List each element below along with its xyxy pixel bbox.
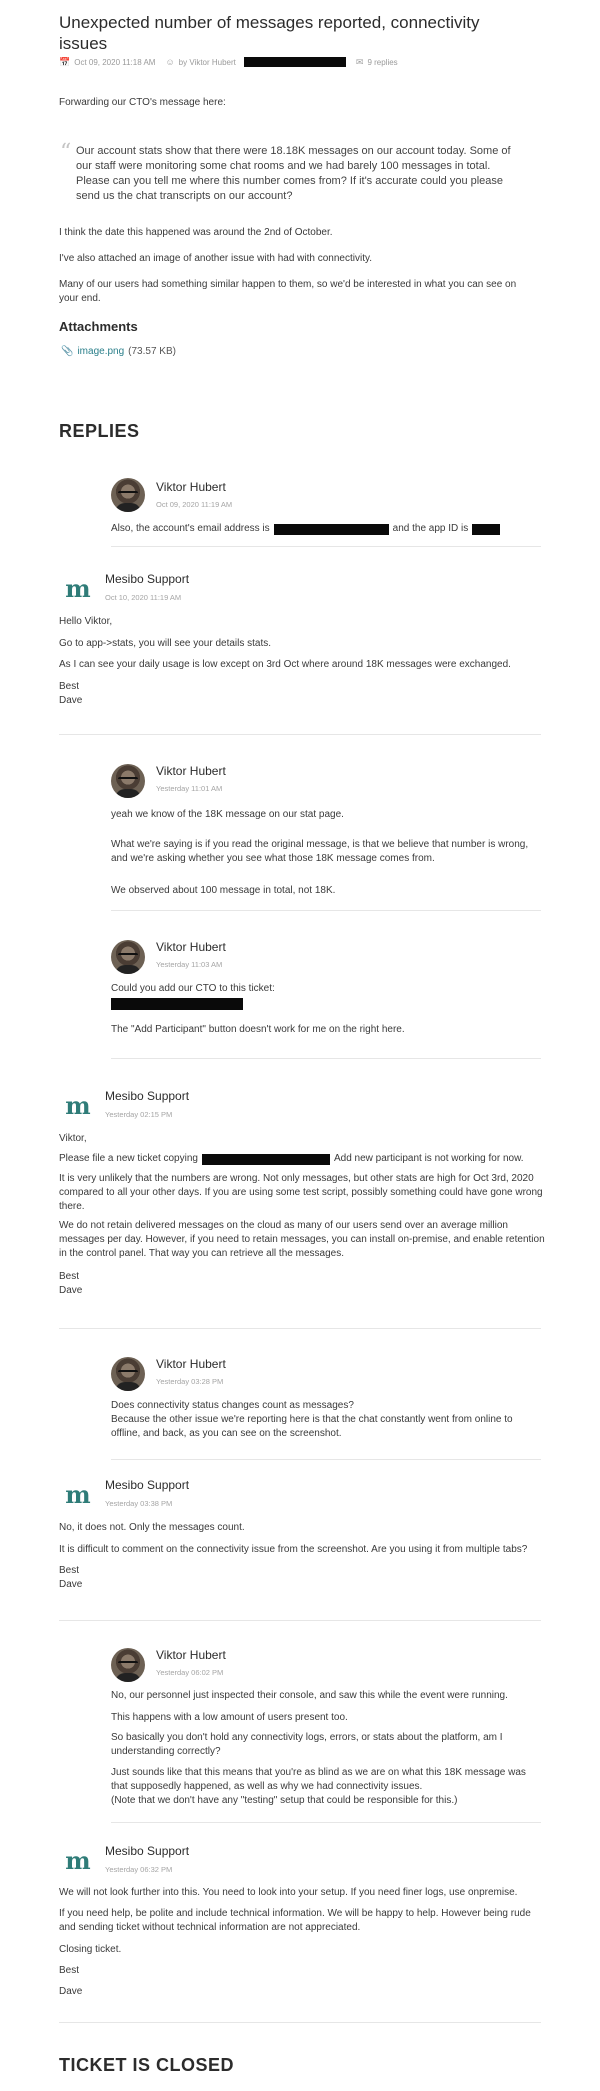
ticket-date: Oct 09, 2020 11:18 AM <box>74 57 156 67</box>
attachment-size: (73.57 KB) <box>128 346 176 357</box>
reply-signoff: Best <box>59 1271 80 1282</box>
avatar <box>111 478 145 512</box>
reply-signature: Dave <box>59 695 83 706</box>
reply-divider <box>111 910 541 911</box>
ticket-meta <box>59 55 398 69</box>
forwarded-quote: Our account stats show that there were 18.18K messages on our account today. Some of our staff were monitoring some chat rooms and we had barely 100 messages in total. Please can you tell me where this number comes from? If it's accurate could you please send us the chat transcripts on our account? <box>76 145 511 202</box>
reply-author: Mesibo Support <box>105 1089 190 1103</box>
reply-text-part: and the app ID is <box>392 523 469 534</box>
replies-heading: REPLIES <box>59 421 140 441</box>
body-paragraph: Many of our users had something similar happen to them, so we'd be interested in what you can see on your end. <box>59 279 517 304</box>
attachment-link[interactable]: image.png <box>77 346 125 357</box>
ticket-title: Unexpected number of messages reported, connectivity issues <box>59 13 480 53</box>
reply-signature: Dave <box>59 1285 83 1296</box>
redacted-block <box>202 1154 330 1165</box>
avatar <box>111 764 145 798</box>
reply-divider <box>111 1822 541 1823</box>
avatar <box>111 940 145 974</box>
reply-signoff: Best <box>59 1965 80 1976</box>
reply-text-part: Also, the account's email address is <box>111 523 270 534</box>
redacted-block <box>111 998 243 1010</box>
reply-text: (Note that we don't have any "testing" setup that could be responsible for this.) <box>111 1795 458 1806</box>
ticket-author[interactable]: by Viktor Hubert <box>178 57 236 67</box>
reply-signoff: Best <box>59 681 80 692</box>
calendar-icon: 📅 <box>59 56 71 67</box>
reply-author: Viktor Hubert <box>156 480 226 494</box>
reply-text: What we're saying is if you read the original message, is that we believe that number is wrong, and we're asking whether you see what those 18K message comes from. <box>111 839 529 864</box>
reply-signature: Dave <box>59 1986 83 1997</box>
reply-divider <box>59 1328 541 1329</box>
reply-divider <box>111 1058 541 1059</box>
reply-signoff: Best <box>59 1565 80 1576</box>
reply-date: Yesterday 11:01 AM <box>156 784 223 793</box>
redacted-block <box>244 57 346 67</box>
reply-text: No, it does not. Only the messages count. <box>59 1522 245 1533</box>
reply-text: Closing ticket. <box>59 1944 122 1955</box>
redacted-block <box>274 524 389 535</box>
reply-text: Could you add our CTO to this ticket: <box>111 983 275 994</box>
reply-date: Yesterday 06:32 PM <box>105 1865 173 1874</box>
reply-text: We will not look further into this. You need to look into your setup. If you need finer logs, use onpremise. <box>59 1887 518 1898</box>
comments-icon: ✉ <box>355 56 364 67</box>
reply-text: Because the other issue we're reporting here is that the chat constantly went from online to offline, and back, as you can see on the screenshot. <box>111 1414 513 1439</box>
reply-date: Yesterday 02:15 PM <box>105 1110 173 1119</box>
reply-date: Yesterday 11:03 AM <box>156 960 223 969</box>
reply-text: We observed about 100 message in total, not 18K. <box>111 885 336 896</box>
reply-text: Just sounds like that this means that you're as blind as we are on what this 18K message was that supposedly happened, as well as why we had connectivity issues. <box>111 1767 526 1792</box>
mesibo-logo: m <box>65 1480 91 1509</box>
reply-text: It is very unlikely that the numbers are wrong. Not only messages, but other stats are high for Oct 3rd, 2020 compared to all your other days. If you are using some test script, possibly something could have gone wrong there. <box>59 1173 543 1212</box>
reply-text: Does connectivity status changes count as messages? <box>111 1400 354 1411</box>
reply-text: As I can see your daily usage is low except on 3rd Oct where around 18K messages were exchanged. <box>59 659 511 670</box>
mesibo-logo: m <box>65 1091 91 1120</box>
reply-date: Yesterday 03:28 PM <box>156 1377 224 1386</box>
reply-text <box>111 522 541 536</box>
redacted-block <box>472 524 500 535</box>
reply-text: It is difficult to comment on the connectivity issue from the screenshot. Are you using it from multiple tabs? <box>59 1544 528 1555</box>
reply-text: yeah we know of the 18K message on our stat page. <box>111 809 344 820</box>
reply-divider <box>59 734 541 735</box>
reply-author: Viktor Hubert <box>156 764 226 778</box>
reply-author: Mesibo Support <box>105 572 190 586</box>
mesibo-logo: m <box>65 1846 91 1875</box>
avatar <box>111 1648 145 1682</box>
ticket-closed-heading: TICKET IS CLOSED <box>59 2055 235 2075</box>
user-icon: ☺ <box>165 57 175 67</box>
reply-text: So basically you don't hold any connectivity logs, errors, or stats about the platform, am I understanding correctly? <box>111 1732 503 1757</box>
quote-icon: “ <box>60 140 72 165</box>
reply-text-part: Please file a new ticket copying <box>59 1153 198 1164</box>
mesibo-logo: m <box>65 574 91 603</box>
reply-text: The "Add Participant" button doesn't work for me on the right here. <box>111 1024 405 1035</box>
reply-text <box>59 1152 549 1166</box>
reply-date: Yesterday 06:02 PM <box>156 1668 224 1677</box>
reply-signature: Dave <box>59 1579 83 1590</box>
reply-author: Mesibo Support <box>105 1478 190 1492</box>
reply-author: Mesibo Support <box>105 1844 190 1858</box>
reply-divider <box>59 1620 541 1621</box>
body-paragraph: I've also attached an image of another issue with had with connectivity. <box>59 253 373 264</box>
reply-text-part: Add new participant is not working for now. <box>333 1153 524 1164</box>
reply-author: Viktor Hubert <box>156 1648 226 1662</box>
attachment-item <box>61 346 176 357</box>
reply-divider <box>59 2022 541 2023</box>
reply-text: This happens with a low amount of users present too. <box>111 1712 348 1723</box>
reply-divider <box>111 546 541 547</box>
avatar <box>111 1357 145 1391</box>
reply-count[interactable]: 9 replies <box>367 57 398 67</box>
paperclip-icon: 📎 <box>61 346 74 357</box>
attachments-heading: Attachments <box>59 319 138 334</box>
reply-text: Hello Viktor, <box>59 616 113 627</box>
reply-text: Viktor, <box>59 1133 87 1144</box>
reply-divider <box>111 1459 541 1460</box>
reply-date: Oct 10, 2020 11:19 AM <box>105 593 182 602</box>
intro-text: Forwarding our CTO's message here: <box>59 97 226 108</box>
reply-text: Go to app->stats, you will see your details stats. <box>59 638 272 649</box>
reply-date: Yesterday 03:38 PM <box>105 1499 173 1508</box>
body-paragraph: I think the date this happened was around the 2nd of October. <box>59 227 333 238</box>
reply-author: Viktor Hubert <box>156 940 226 954</box>
reply-text: If you need help, be polite and include technical information. We will be happy to help. However being rude and sending ticket without technical information are not appreciated. <box>59 1908 531 1933</box>
reply-date: Oct 09, 2020 11:19 AM <box>156 500 233 509</box>
reply-text: No, our personnel just inspected their console, and saw this while the event were running. <box>111 1690 508 1701</box>
reply-author: Viktor Hubert <box>156 1357 226 1371</box>
reply-text: We do not retain delivered messages on the cloud as many of our users send over an average million messages per day. However, if you need to retain messages, you can install on-premise, and enable retention in the control panel. That way you can retrieve all the messages. <box>59 1220 545 1259</box>
